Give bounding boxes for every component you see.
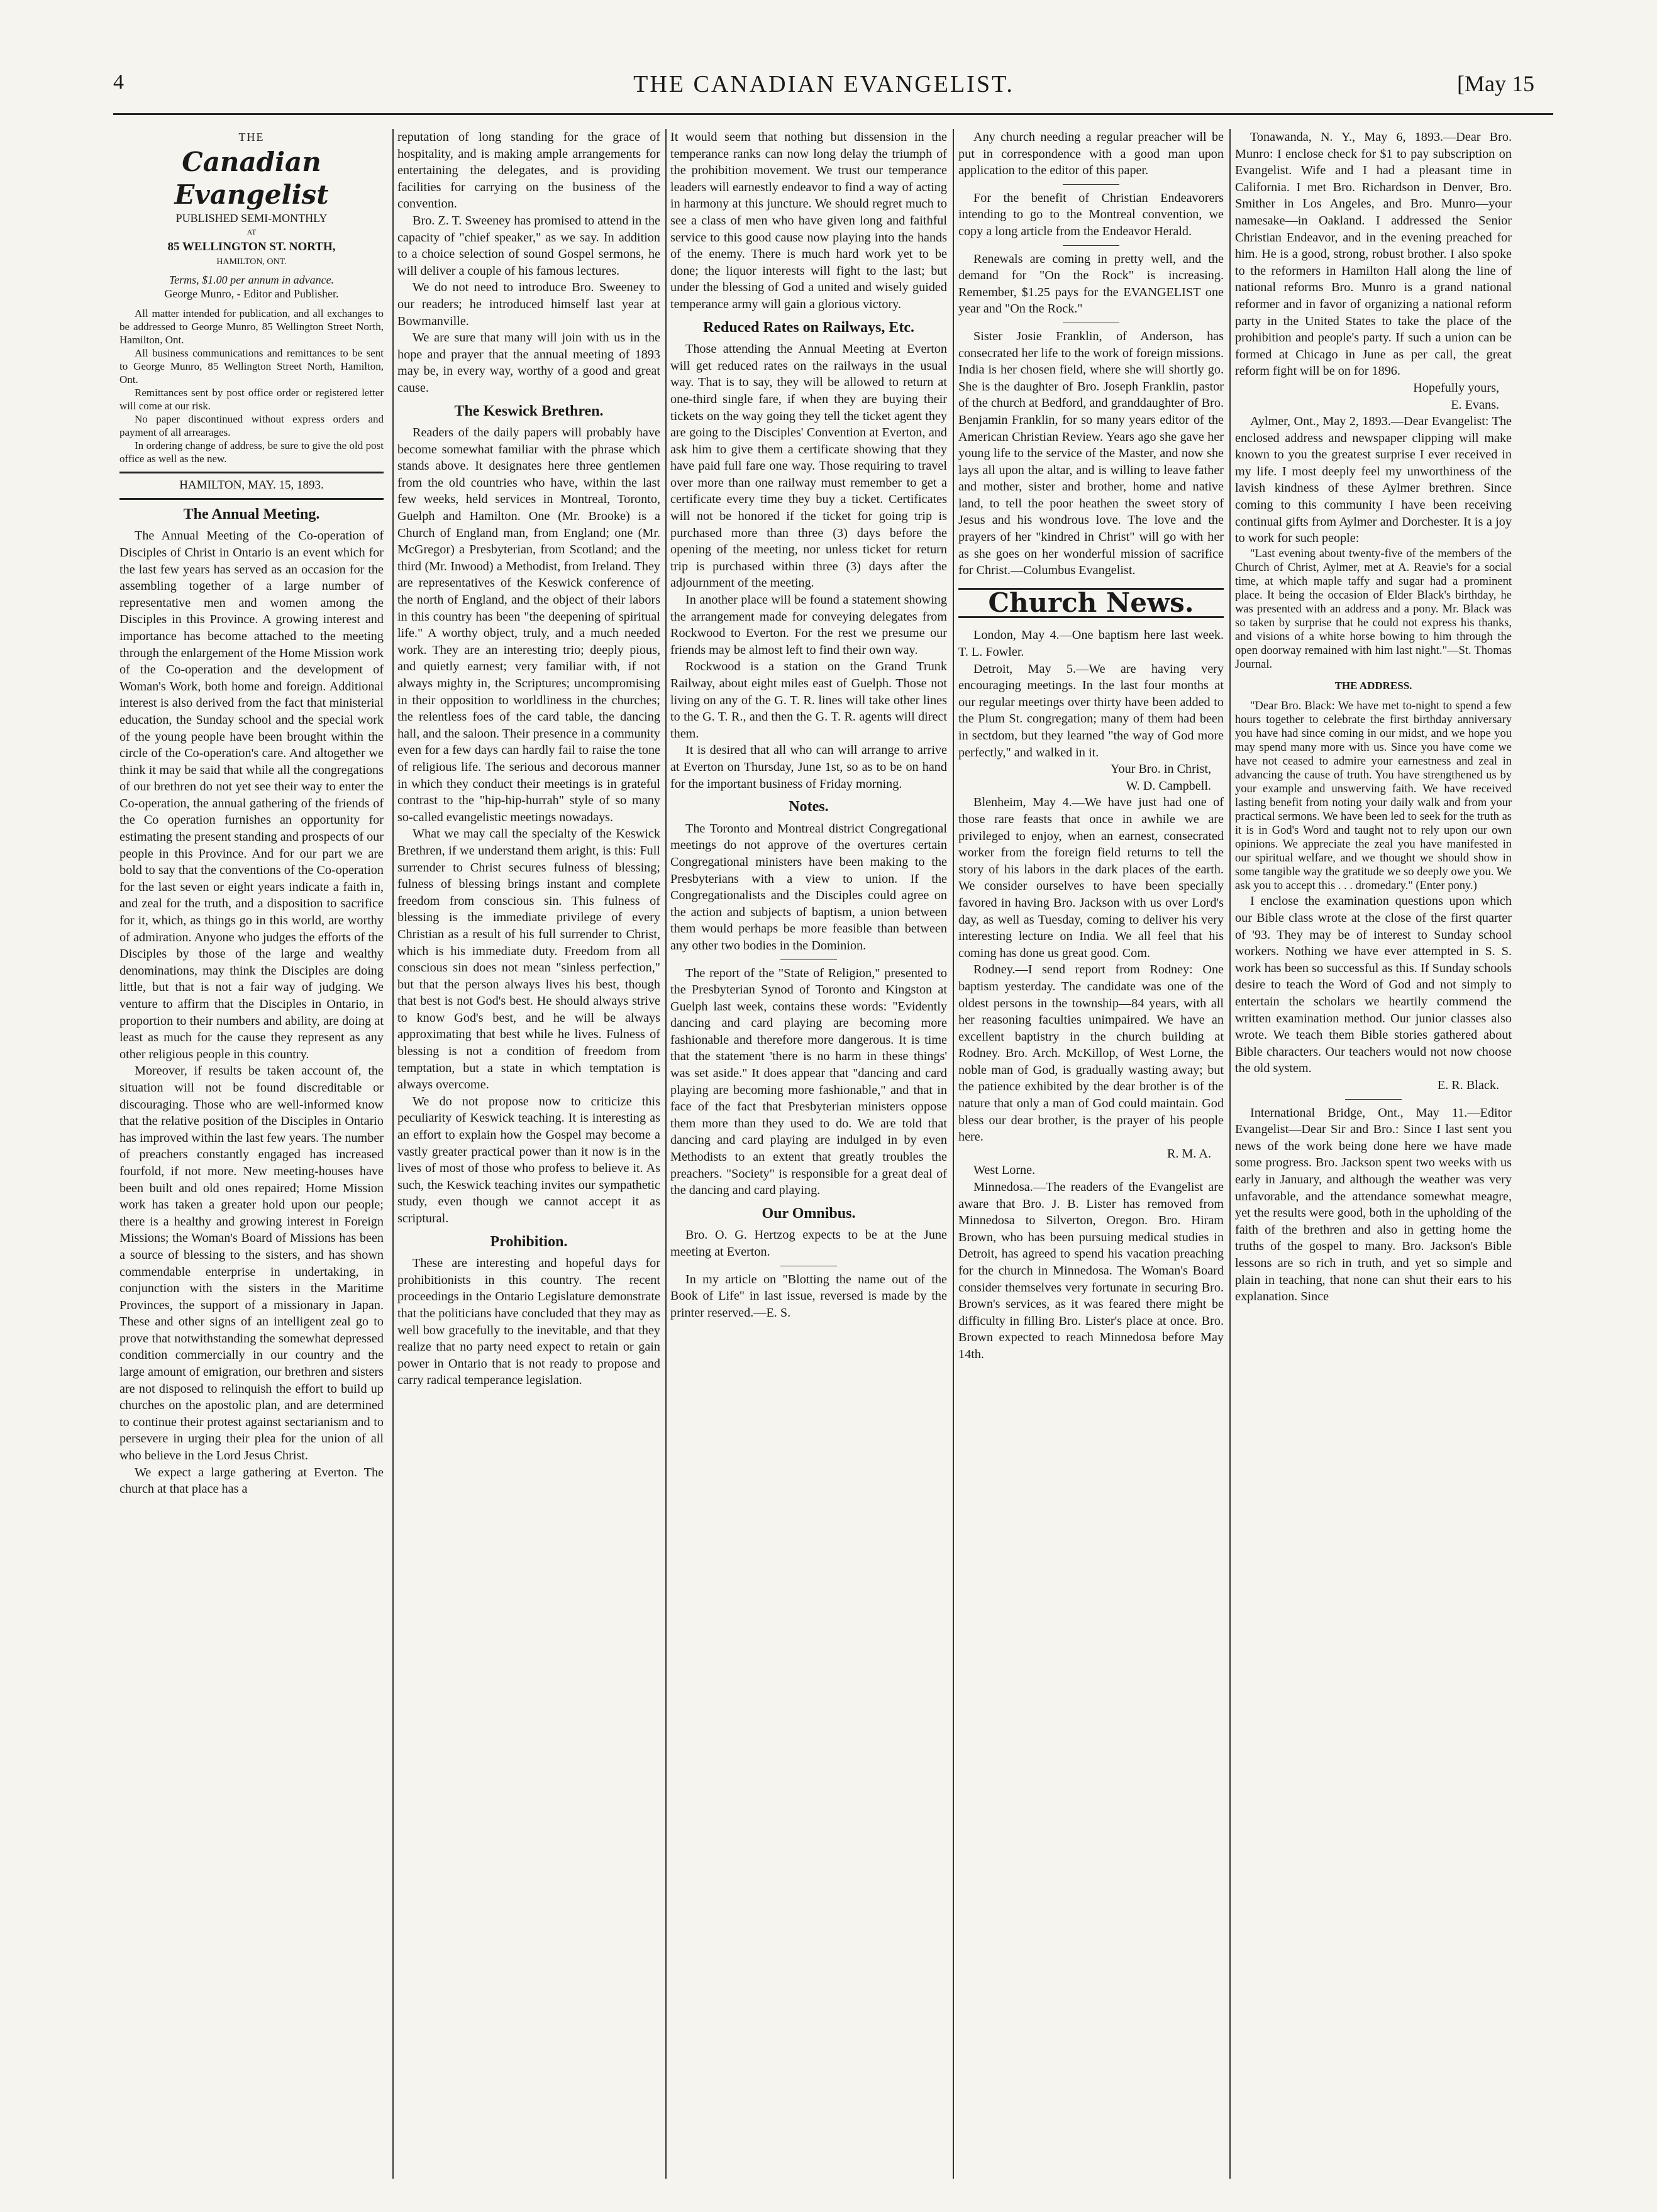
- signature: E. Evans.: [1451, 397, 1499, 412]
- paragraph: Those attending the Annual Meeting at Everton will get reduced rates on the railways in the usual way. That is to say, they will be allowed to return at one-third single fare, if when they are buying their tickets on the way going they tell the ticket agent they are going to the Disciples' Convention at Everton, and ask him to give them a certificate showing that they have paid full fare one way. Those requiring to travel over more than one railway must remember to get a certificate every time they buy a ticket. Certificates will not be honored if the ticket for going trip is purchased more than three (3) days before the opening of the meeting, nor unless ticket for return trip is purchased within three (3) days after the adjournment of the meeting.: [670, 342, 947, 590]
- paragraph: In another place will be found a statement showing the arrangement made for conveying delegates from Rockwood to Everton. For the rest we presume our friends may be almost left to find their own way.: [670, 593, 947, 657]
- paragraph: I enclose the examination questions upon which our Bible class wrote at the close of the first quarter of '93. They may be of interest to Sunday school workers. Nothing we have ever attempted in S. S. work has been so successful as this. If Sunday schools desire to teach the Word of God and not simply to entertain the scholars we heartily commend the written examination method. Our junior classes also wrote. We teach them Bible stories gathered about Bible characters. Our teachers would not now choose the old system.: [1235, 894, 1512, 1076]
- issue-date: [May 15: [1457, 71, 1534, 96]
- paragraph: We expect a large gathering at Everton. The church at that place has a: [119, 1465, 384, 1496]
- quote-paragraph: "Last evening about twenty-five of the members of the Church of Christ, Aylmer, met at A. Reavie's for a social time, at which maple taffy and sugar had a prominent place. It being the occasion of Elder Black's birthday, he was presented with an address and a pony. Mr. Black was so taken by surprise that he could not express his thanks, and visions of a white horse bowing to him through the open doorway remained with him last night."—St. Thomas Journal.: [1235, 547, 1512, 671]
- paragraph: We do not need to introduce Bro. Sweeney to our readers; he introduced himself last year at Bowmanville.: [397, 280, 660, 328]
- paragraph: We are sure that many will join with us in the hope and prayer that the annual meeting of 1893 may be, in every way, worthy of a good and great cause.: [397, 331, 660, 395]
- page-header: [113, 70, 1534, 108]
- masthead-the: THE: [238, 131, 265, 143]
- dateline: HAMILTON, MAY. 15, 1893.: [119, 472, 384, 500]
- paragraph: We do not propose now to criticize this peculiarity of Keswick teaching. It is interesting as an effort to explain how the Gospel may become a vastly greater practical power than it now is in the lives of most of those who profess to believe it. As such, the Keswick teaching invites our sympathetic study, even though we cannot accept it as scriptural.: [397, 1094, 660, 1225]
- column-divider: [953, 129, 954, 2179]
- notice: In ordering change of address, be sure to give the old post office as well as the new.: [119, 440, 384, 465]
- article-heading: Our Omnibus.: [762, 1205, 856, 1222]
- notice: All matter intended for publication, and all exchanges to be addressed to George Munro, 85 Wellington Street North, Hamilton, Ont.: [119, 307, 384, 346]
- paragraph: Any church needing a regular preacher will be put in correspondence with a good man upon application to the editor of this paper.: [958, 130, 1224, 178]
- paragraph: It is desired that all who can will arrange to arrive at Everton on Thursday, June 1st, so as to be on hand for the important business of Friday morning.: [670, 743, 947, 791]
- column-5: [1235, 129, 1512, 2179]
- notice: All business communications and remittances to be sent to George Munro, 85 Wellington Street North, Hamilton, Ont.: [119, 347, 384, 386]
- article-heading: The Keswick Brethren.: [454, 402, 604, 419]
- paragraph: Readers of the daily papers will probably have become somewhat familiar with the phrase which stands above. It designates here three gentlemen from the old countries who have, within the last few weeks, held services in Montreal, Toronto, Guelph and Hamilton. One (Mr. Brooke) is a Church of England man, from England; one (Mr. McGregor) a Presbyterian, from Scotland; and the third (Mr. Inwood) a Methodist, from Ireland. They are representatives of the Keswick conference of the north of England, and the object of their labors in this country has been "the deepening of spiritual life." A worthy object, truly, and a much needed work. They are an interesting trio; deeply pious, and quietly earnest; very familiar with, if not always mighty in, the Scriptures; uncompromising in their opposition to worldliness in the churches; the relentless foes of the card table, the dancing hall, and the saloon. Their presence in a community even for a few days can hardly fail to raise the tone of religious life. The serious and decorous manner in which they conduct their meetings is in grateful contrast to the "hip-hip-hurrah" style of so many so-called evangelistic meetings nowadays.: [397, 426, 660, 824]
- article-heading: THE ADDRESS.: [1334, 679, 1412, 692]
- masthead-at: AT: [247, 227, 257, 236]
- column-divider: [1229, 129, 1231, 2179]
- article-heading: Notes.: [789, 799, 829, 816]
- column-divider: [665, 129, 667, 2179]
- signature: R. M. A.: [1167, 1146, 1211, 1161]
- newspaper-title: THE CANADIAN EVANGELIST.: [633, 71, 1014, 97]
- paragraph: Bro. Z. T. Sweeney has promised to attend in the capacity of "chief speaker," as we say. In addition to a choice selection of sound Gospel sermons, he will deliver a couple of his famous lectures.: [397, 213, 660, 278]
- masthead-name: Canadian Evangelist: [174, 146, 329, 210]
- paragraph: Rockwood is a station on the Grand Trunk Railway, about eight miles east of Guelph. Those not living on any of the G. T. R. lines will take other lines to the G. T. R., and then the G. T. R. agents will direct them.: [670, 660, 947, 741]
- column-1: [119, 129, 384, 2179]
- separator: [1063, 245, 1119, 246]
- place-line: West Lorne.: [973, 1163, 1036, 1178]
- page-number: 4: [113, 70, 124, 94]
- paragraph: What we may call the specialty of the Keswick Brethren, if we understand them aright, is this: Full surrender to Christ secures fulness of blessing; fulness of blessing brings instant and complete freedom from conscious sin. This fulness of blessing is the immediate privilege of every Christian as a result of his full surrender to Christ, which is his immediate duty. Freedom from all conscious sin does not mean "sinless perfection," but that the person always lives his best, though that best is not God's best. He should always strive to know God's best, and he will be always approximating that best while he lives. Fulness of blessing is not a condition of freedom from temptation, but a state in which temptation is always overcome.: [397, 827, 660, 1092]
- paragraph: The report of the "State of Religion," presented to the Presbyterian Synod of Toronto and Kingston at Guelph last week, contains these words: "Evidently dancing and card playing are becoming more fashionable and therefore more dangerous. It is time that the statement 'there is no harm in these things' was set aside." It does appear that "dancing and card playing are becoming more fashionable," and that in face of the fact that Presbyterian ministers oppose them more than they used to do. We are told that dancing and card playing are indulged in by even Methodists to an extent that greatly troubles the preachers. "Society" is responsible for a great deal of the dancing and card playing.: [670, 966, 947, 1198]
- quote-paragraph: "Dear Bro. Black: We have met to-night to spend a few hours together to celebrate the first birthday anniversary you have had since coming in our midst, and we hope you may spend many more with us. Since you have come we have not ceased to admire your earnestness and zeal in advancing the cause of truth. You have strengthened us by your example and unswerving faith. We have received lasting benefit from noting your daily walk and from your practical sermons. We have been led to seek for the truth as it is in God's Word and taught not to rely upon our own opinions. We appreciate the zeal you have manifested in our spiritual welfare, and we thought we should show in some tangible way the gratitude we so deeply owe you. We ask you to accept this . . . dromedary." (Enter pony.): [1235, 700, 1512, 893]
- paragraph: For the benefit of Christian Endeavorers intending to go to the Montreal convention, we copy a long article from the Endeavor Herald.: [958, 191, 1224, 238]
- paragraph: reputation of long standing for the grace of hospitality, and is making ample arrangements for entertaining the delegates, and is providing facilities for carrying on the business of the convention.: [397, 130, 660, 211]
- paragraph: The Annual Meeting of the Co-operation of Disciples of Christ in Ontario is an event which for the last few years has served as an occasion for the assembling together of a large number of representative men and women among the Disciples in this Province. A growing interest and importance has become attached to the meeting through the enlargement of the Home Mission work of the Co-operation and the development of Woman's Work, both home and foreign. Additional interest is also derived from the fact that ministerial education, the Sunday school and the special work of the young people have been brought within the circle of the Co-operation's care. And altogether we think it may be said that while all the congregations of our brethren do not yet see their way to enter the Co-operation, the annual gathering of the friends of the Co operation furnishes an opportunity for estimating the present standing and prospects of our people in this Province. And for our part we are bold to say that the conventions of the Co-operation for the last seven or eight years indicate a faith in, and zeal for the truth, and a disposition to sacrifice for it, which, as things go in this world, are worthy of admiration. Anyone who judges the efforts of the Disciples by those of the large and wealthy denominations, may think the Disciples are doing little, but that is not a fair way of judging. We venture to affirm that the Disciples in Ontario, in proportion to their numbers and ability, are doing at least as much for the cause they represent as any other religious people in this country.: [119, 529, 384, 1061]
- paragraph: It would seem that nothing but dissension in the temperance ranks can now long delay the triumph of the prohibition movement. We trust our temperance leaders will earnestly endeavor to find a way of acting in harmony at this juncture. We should regret much to see a class of men who have given long and faithful service to this good cause now playing into the hands of the enemy. There is much hard work yet to be done; the liquor interests will fight to the last; but under the blessing of God a united and wisely guided temperance army will gain a glorious victory.: [670, 130, 947, 311]
- signature: Hopefully yours,: [1413, 380, 1499, 395]
- paragraph: London, May 4.—One baptism here last week. T. L. Fowler.: [958, 628, 1224, 660]
- paragraph: Sister Josie Franklin, of Anderson, has consecrated her life to the work of foreign missions. India is her chosen field, where she will shortly go. She is the daughter of Bro. Joseph Franklin, pastor of the church at Bedford, and granddaughter of Bro. Benjamin Franklin, for so many years editor of the American Christian Review. Years ago she gave her young life to the service of the Master, and now she lays all upon the altar, and is willing to leave father and mother, sister and brother, home and native land, to tell the poor heathen the sweet story of Jesus and his wondrous love. The love and the prayers of her "kindred in Christ" will go with her as she goes on her wonderful mission of sacrifice for Christ.—Columbus Evangelist.: [958, 329, 1224, 578]
- paragraph: Tonawanda, N. Y., May 6, 1893.—Dear Bro. Munro: I enclose check for $1 to pay subscription on Evangelist. Wife and I had a pleasant time in California. I met Bro. Richardson in Denver, Bro. Smither in Los Angeles, and Bro. Munro—your namesake—in Oakland. I addressed the Senior Christian Endeavor, and in the evening preached for him. He is a good, strong, robust brother. I also spoke to the reformers in Hamilton Hall along the line of national reforms Bro. Munro is a grand national reformer and in favor of organizing a national reform party in the United States to take the place of the prohibition and people's party. If such a union can be formed at Chicago in June as per call, the great reform fight will be on for 1896.: [1235, 130, 1512, 379]
- masthead-address: 85 WELLINGTON ST. NORTH,: [167, 240, 336, 253]
- article-heading: Reduced Rates on Railways, Etc.: [703, 319, 914, 336]
- separator: [1345, 1099, 1402, 1100]
- paragraph: Blenheim, May 4.—We have just had one of those rare feasts that once in awhile we are privileged to enjoy, when an earnest, consecrated worker from the foreign field returns to tell the story of his labors in the dark places of the earth. We consider ourselves to have been specially favored in having Bro. Jackson with us over Lord's day, as well as Tuesday, coming to deliver his very interesting lecture on India. We all feel that his coming has done us great good. Com.: [958, 795, 1224, 960]
- paragraph: Minnedosa.—The readers of the Evangelist are aware that Bro. J. B. Lister has removed from Minnedosa to Silverton, Oregon. Bro. Hiram Brown, who has been pursuing medical studies in Detroit, has agreed to spend his vacation preaching for the church in Minnedosa. The Woman's Board consider themselves very fortunate in securing Bro. Brown's services, as it was feared there might be difficulty in filling Bro. Lister's place at once. Bro. Brown expected to reach Minnedosa before May 14th.: [958, 1180, 1224, 1361]
- header-rule: [113, 113, 1553, 115]
- masthead-published: PUBLISHED SEMI-MONTHLY: [175, 211, 328, 224]
- paragraph: These are interesting and hopeful days for prohibitionists in this country. The recent proceedings in the Ontario Legislature demonstrate that the politicians have concluded that they may as well bow gracefully to the inevitable, and that they realize that no party need expect to retain or gain power in Ontario that is not ready to propose and carry radical temperance legislation.: [397, 1256, 660, 1388]
- separator: [780, 959, 837, 960]
- column-3: [670, 129, 947, 2179]
- paragraph: International Bridge, Ont., May 11.—Editor Evangelist—Dear Sir and Bro.: Since I last sent you news of the work being done here we have made some progress. Bro. Jackson spent two weeks with us early in January, and although the weather was very unfavorable, and the attendance somewhat meagre, yet the results were good, both in the upholding of the faith of the brethren and also in getting home the truths of the gospel to many. Bro. Jackson's Bible lessons are so rich in truth, and yet so simple and plain in teaching, that none can shut their ears to his explanation. Since: [1235, 1105, 1512, 1304]
- signature: E. R. Black.: [1437, 1078, 1499, 1092]
- column-divider: [392, 129, 394, 2179]
- paragraph: Aylmer, Ont., May 2, 1893.—Dear Evangelist: The enclosed address and newspaper clipping will make known to you the greatest surprise I ever received in my life. I most deeply feel my unworthiness of the lavish kindness of these Aylmer brethren. Since coming to this community I have been receiving continual gifts from Aylmer and Dorchester. It is a joy to work for such people:: [1235, 414, 1512, 546]
- signature: Your Bro. in Christ,: [1110, 762, 1211, 777]
- paragraph: Bro. O. G. Hertzog expects to be at the June meeting at Everton.: [670, 1228, 947, 1259]
- article-heading: The Annual Meeting.: [183, 506, 320, 523]
- column-4: [958, 129, 1224, 2179]
- signature: W. D. Campbell.: [1126, 778, 1211, 793]
- column-2: [397, 129, 660, 2179]
- paragraph: Moreover, if results be taken account of, the situation will not be found discreditable or discouraging. Those who are well-informed know that the relative position of the Disciples in Ontario has improved within the last few years. The number of preachers constantly engaged has increased fourfold, if not more. New meeting-houses have been built and old ones repaired; Home Mission work has taken a greater hold upon our people; there is a healthy and growing interest in Foreign Missions; the Woman's Board of Missions has been a source of blessing to the sisters, and has shown commendable enterprise in undertaking, in conjunction with the sisters in the Maritime Provinces, the support of a missionary in Japan. These and other signs of an intelligent zeal go to prove that notwithstanding the somewhat depressed condition commercially in our country and the large amount of emigration, our brethren and sisters are not disposed to relinquish the effort to build up churches on the apostolic plan, and are determined to continue their protest against sectarianism and to persevere in urging their plea for the union of all who believe in the Lord Jesus Christ.: [119, 1064, 384, 1463]
- paragraph: Renewals are coming in pretty well, and the demand for "On the Rock" is increasing. Remember, $1.25 pays for the EVANGELIST one year and "On the Rock.": [958, 252, 1224, 316]
- masthead-terms: Terms, $1.00 per annum in advance.: [169, 274, 335, 287]
- paragraph: In my article on "Blotting the name out of the Book of Life" in last issue, reversed is made by the printer reserved.—E. S.: [670, 1272, 947, 1320]
- article-heading: Prohibition.: [490, 1233, 568, 1250]
- separator: [1063, 184, 1119, 185]
- paragraph: Rodney.—I send report from Rodney: One baptism yesterday. The candidate was one of the oldest persons in the township—84 years, with all her reasoning faculties unimpaired. We have an excellent baptistry in the church building at Rodney. Bro. Arch. McKillop, of West Lorne, the noble man of God, is gradually wasting away; but the patience exhibited by the dear brother is of the nature that only a man of God could maintain. God bless our dear brother, is the prayer of his people here.: [958, 963, 1224, 1144]
- masthead-city: HAMILTON, ONT.: [216, 257, 287, 267]
- paragraph: Detroit, May 5.—We are having very encouraging meetings. In the last four months at our regular meetings over thirty have been added to the Plum St. congregation; many of them had been in sectdom, but they learned "the way of God more perfectly," and walked in it.: [958, 661, 1224, 760]
- church-news-heading: Church News.: [958, 588, 1224, 619]
- paragraph: The Toronto and Montreal district Congregational meetings do not approve of the overtures certain Congregational ministers have been making to the Presbyterians with a view to union. If the Congregationalists and the Disciples could agree on the action and subjects of baptism, a union between them would perhaps be more feasible than between any other two bodies in the Dominion.: [670, 821, 947, 953]
- notice: No paper discontinued without express orders and payment of all arrearages.: [119, 413, 384, 439]
- notice: Remittances sent by post office order or registered letter will come at our risk.: [119, 387, 384, 412]
- masthead-editor: George Munro, - Editor and Publisher.: [164, 287, 339, 301]
- masthead: [119, 129, 384, 301]
